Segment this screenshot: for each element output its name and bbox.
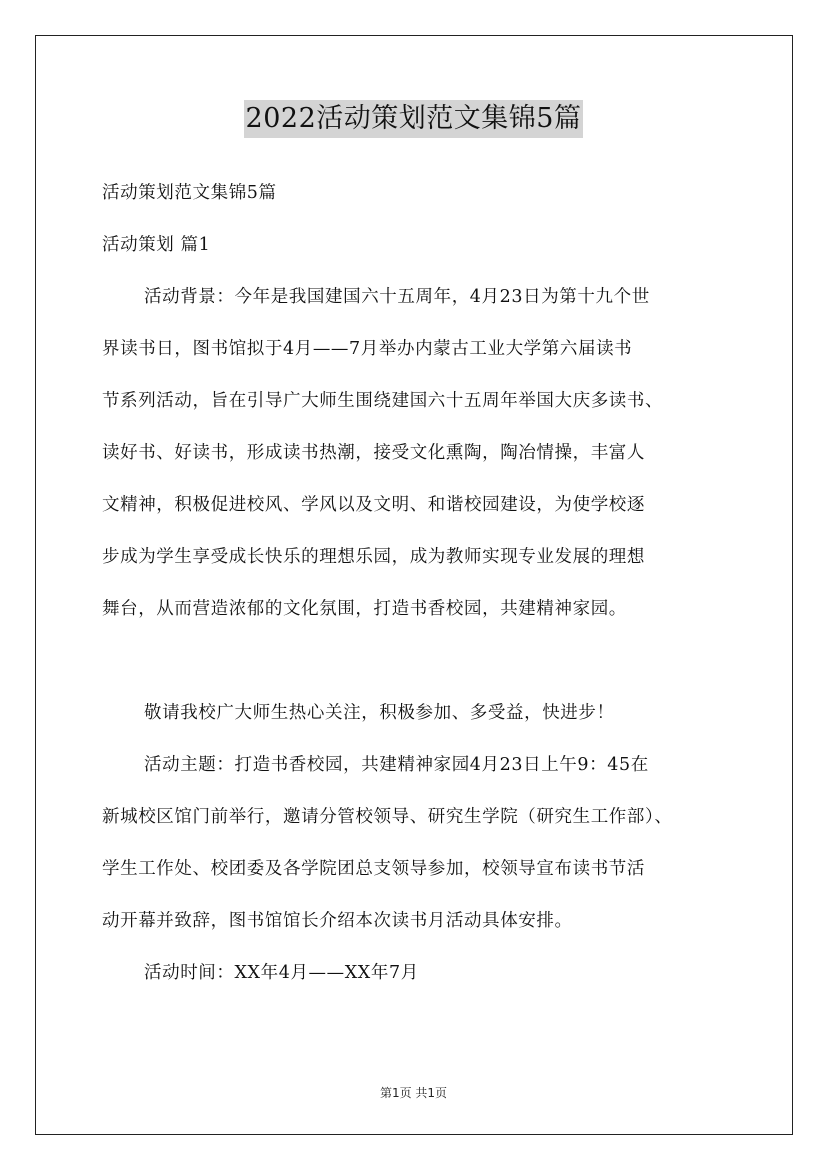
paragraph-line: 活动时间：XX年4月——XX年7月 [144, 963, 419, 983]
paragraph-line: 新城校区馆门前举行，邀请分管校领导、研究生学院（研究生工作部）、 [102, 807, 673, 827]
paragraph-line: 活动主题：打造书香校园，共建精神家园4月23日上午9：45在 [144, 755, 649, 775]
blank-line [102, 635, 742, 687]
paragraph-line: 敬请我校广大师生热心关注，积极参加、多受益，快进步！ [144, 703, 615, 723]
paragraph-line: 活动背景：今年是我国建国六十五周年，4月23日为第十九个世 [144, 287, 650, 307]
paragraph-line: 节系列活动，旨在引导广大师生围绕建国六十五周年举国大庆多读书、 [102, 391, 664, 411]
document-body [102, 167, 742, 999]
title-container [0, 100, 827, 138]
paragraph-line: 文精神，积极促进校风、学风以及文明、和谐校园建设，为使学校逐 [102, 495, 645, 515]
paragraph-line: 动开幕并致辞，图书馆馆长介绍本次读书月活动具体安排。 [102, 911, 573, 931]
paragraph-line: 舞台，从而营造浓郁的文化氛围，打造书香校园，共建精神家园。 [102, 599, 627, 619]
paragraph-line: 界读书日，图书馆拟于4月——7月举办内蒙古工业大学第六届读书 [102, 339, 633, 359]
page-number-label: 第1页 共1页 [379, 1086, 448, 1100]
document-title: 2022活动策划范文集锦5篇 [244, 100, 584, 138]
paragraph-line: 读好书、好读书，形成读书热潮，接受文化熏陶，陶冶情操，丰富人 [102, 443, 645, 463]
paragraph-line: 步成为学生享受成长快乐的理想乐园，成为教师实现专业发展的理想 [102, 547, 645, 567]
document-subtitle: 活动策划范文集锦5篇 [102, 183, 277, 203]
page-footer [0, 1084, 827, 1102]
paragraph-line: 学生工作处、校团委及各学院团总支领导参加，校领导宣布读书节活 [102, 859, 645, 879]
section-heading: 活动策划 篇1 [102, 235, 211, 255]
